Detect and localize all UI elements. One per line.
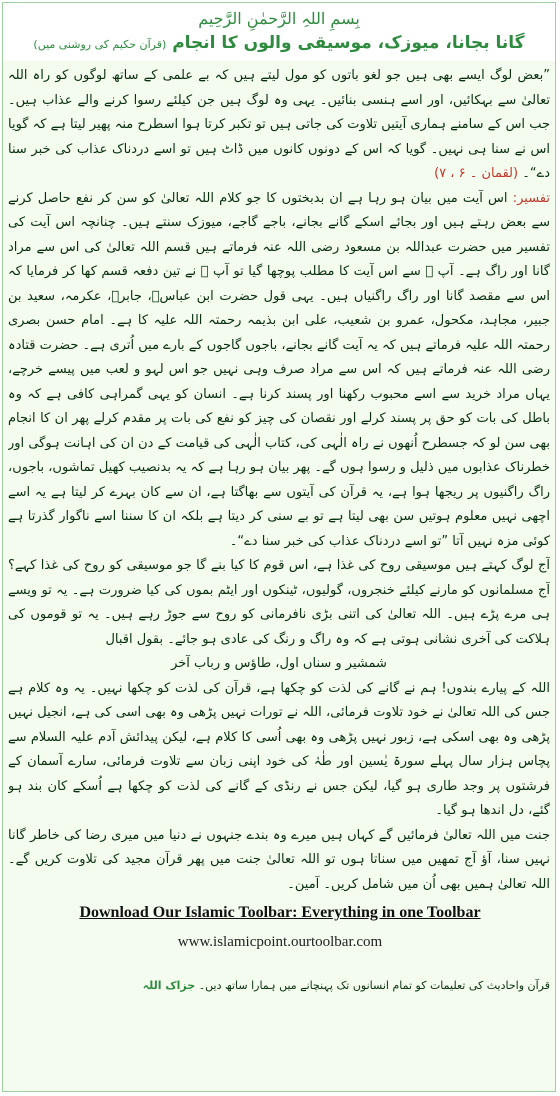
paragraph-music-soul: آج لوگ کہتے ہیں موسیقی روح کی غذا ہے، اس قوم کا کیا بنے گا جو موسیقی کو روح کی غذا کہے؟ آج مسلمانوں کو مارنے کیلئے خنجروں، گولیوں، ٹینکوں اور ایٹم بموں کی کیا ضرورت ہے۔ یہ تو ویسے ہی مرے پڑے ہیں۔ اللہ تعالیٰ کی اتنی بڑی نافرمانی کو روح سے جوڑ رہے ہیں۔ یہ تو قوموں کی ہلاکت کی آخری نشانی ہوتی ہے کہ وہ راگ و رنگ کی عادی ہو جائے۔ بقول اقبال [8, 558, 550, 647]
footer-text: قرآن واحادیث کی تعلیمات کو تمام انسانوں تک پہنچانے میں ہمارا ساتھ دیں۔ [198, 979, 550, 992]
iqbal-couplet: شمشیر و سناں اول، طاؤس و رباب آخر [171, 656, 387, 671]
tafseer-paragraph [8, 187, 550, 555]
verse-text: ”بعض لوگ ایسے بھی ہیں جو لغو باتوں کو مول لیتے ہیں کہ بے علمی کے ساتھ لوگوں کو راہ اللہ تعالیٰ سے بہکائیں، اور اسے ہنسی بنائیں۔ یہی وہ لوگ ہیں جن کیلئے رسوا کرنے والے عذاب ہیں۔ جب اس کے سامنے ہماری آیتیں تلاوت کی جاتی ہیں تو تکبر کرتا ہوا اسطرح منہ پھیر لیتا ہے کہ گویا اس نے سنا ہی نہیں۔ گویا کہ اس کے دونوں کانوں میں ڈاٹ ہیں تو اسے دردناک عذاب کی خبر سنا دے“۔ [8, 68, 550, 181]
download-toolbar-link[interactable]: Download Our Islamic Toolbar: Everything in one Toolbar [79, 904, 481, 921]
verse-reference: (لقمان ۔ ۶ ، ۷) [434, 166, 519, 181]
paragraph-jannah: جنت میں اللہ تعالیٰ فرمائیں گے کہاں ہیں میرے وہ بندے جنہوں نے دنیا میں میری رضا کی خاطر گانا نہیں سنا، آؤ آج تمھیں میں سناتا ہوں تو اللہ تعالیٰ جنت میں پھر قرآن مجید کی تلاوت کریں گے۔ اللہ تعالیٰ ہمیں بھی اُن میں شامل کریں۔ آمین۔ [8, 827, 550, 892]
tafseer-text: اس آیت میں بیان ہو رہا ہے ان بدبختوں کا جو کلام اللہ تعالیٰ کو سن کر نفع حاصل کرنے سے بعض رہتے ہیں اور بجائے اسکے گانے بجانے، باجے گاجے، میوزک سنتے ہیں۔ چنانچہ اس آیت کی تفسیر میں حضرت عبداللہ بن مسعود رضی اللہ عنہ فرماتے ہیں قسم اللہ تعالیٰ کی اس سے مراد گانا اور راگ ہے۔ آپ ﷺ سے اس آیت کا مطلب پوچھا گیا تو آپ ﷺ نے تین دفعہ قسم کھا کر فرمایا کہ اس سے مقصد گانا اور راگ راگنیاں ہیں۔ یہی قول حضرت ابن عباسؓ، جابرؓ، عکرمہ، سعید بن جبیر، مجاہد، مکحول، عمرو بن شعیب، علی ابن بذیمہ رحمتہ اللہ علیہ کا ہے۔ امام حسن بصری رحمتہ اللہ علیہ فرماتے ہیں کہ یہ آیت گانے بجانے، باجوں گاجوں کے بارے میں اُتری ہے۔ حضرت قتادہ رضی اللہ عنہ فرماتے ہیں کہ اس سے مراد صرف وہی نہیں جو اس لہو و لعب میں پیسے خرچے، یہاں مراد خرید سے اسے محبوب رکھنا اور پسند کرنا ہے۔ انسان کو یہی گمراہی کافی ہے کہ وہ باطل کی بات کو حق پر پسند کرلے اور نقصان کی چیز کو نفع کی بات پر مقدم کرلے پھر ان کا انجام بھی سن لو کہ جسطرح اُنھوں نے راہ الٰہی کی، کتاب الٰہی کی قیامت کے دن ان کی اہانت ہوگی اور خطرناک عذابوں میں ذلیل و رسوا ہوں گے۔ پھر بیان ہو رہا ہے کہ یہ بدنصیب کھیل تماشوں، باجوں، راگ راگنیوں پر ریجھا ہوا ہے، یہ قرآن کی آیتوں سے بھاگتا ہے، ان سے کان بہرے کر لیتا ہے یہ اسے اچھی نہیں معلوم ہوتیں سن بھی لیتا ہے تو بے سنی کر دیتا ہے بلکہ ان کا سننا اسے ناگوار گذرتا ہے کوئی مزہ نہیں آتا ”تو اسے دردناک عذاب کی خبر سنا دے“۔ [8, 190, 550, 549]
bismillah: بِسمِ اللہِ الرَّحمٰنِ الرَّحِیم [198, 9, 360, 28]
page-title [3, 33, 555, 53]
footer-thanks: جزاک اللہ [142, 979, 196, 992]
article-body [8, 64, 550, 896]
tafseer-label: تفسیر: [512, 190, 550, 206]
verse-translation [8, 64, 550, 187]
header [3, 3, 555, 61]
title-text: گانا بجانا، میوزک، موسیقی والوں کا انجام [172, 33, 525, 53]
title-subtitle: (قرآن حکیم کی روشنی میں) [33, 38, 167, 51]
paragraph-quran-taste: اللہ کے پیارے بندوں! ہم نے گانے کی لذت کو چکھا ہے، قرآن کی لذت کو چکھا نہیں۔ یہ وہ کلام ہے جس کی اللہ تعالیٰ نے خود تلاوت فرمائی، اللہ نے تورات نہیں پڑھی وہ بھی اسی کی ہے، انجیل نہیں پڑھی وہ بھی اسکی ہے، زبور نہیں پڑھی وہ بھی اُسی کا کلام ہے، لیکن پیدائش آدم علیہ السلام سے پچاس ہزار سال پہلے سورۃ یٰسین اور طٰہٰ کی خود اپنی زبان سے تلاوت فرمائی، سارے آسمان کے فرشتوں پر وجد طاری ہو گیا، لیکن جس نے رنڈی کے گانے کی لذت کو چکھا ہے اُسکے کان بند ہو گئے، دل اندھا ہو گیا۔ [8, 680, 550, 818]
website-link[interactable]: www.islamicpoint.ourtoolbar.com [177, 934, 383, 950]
footer-note [8, 976, 550, 996]
